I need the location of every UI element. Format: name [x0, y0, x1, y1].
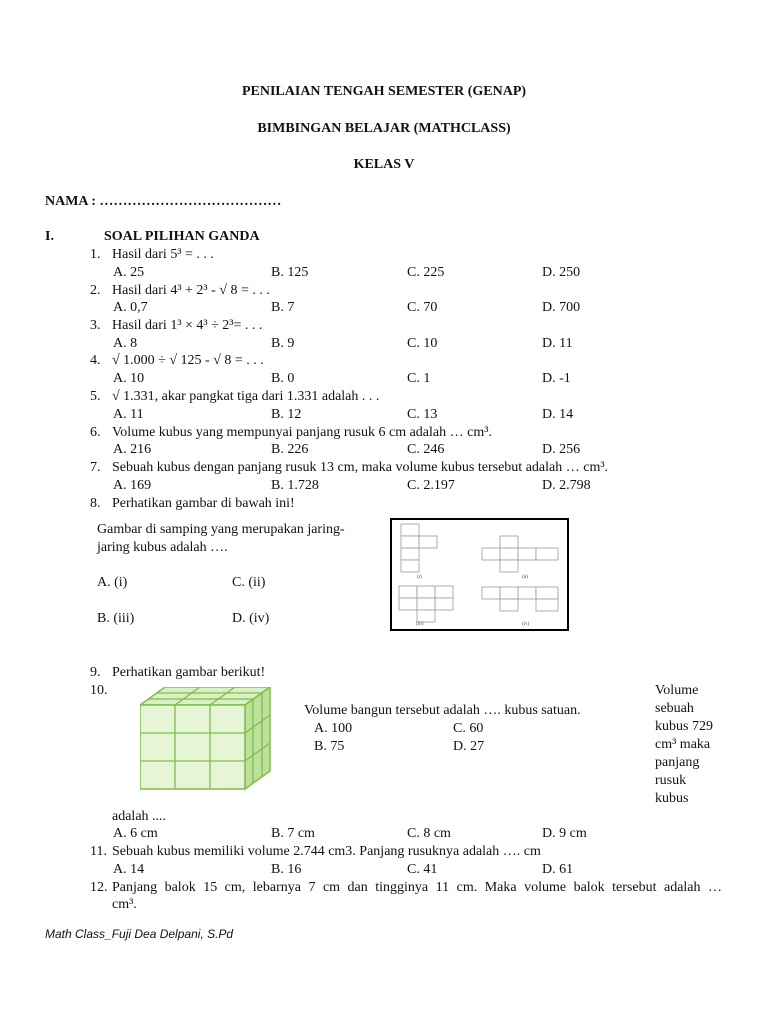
question-text: jaring kubus adalah ….	[97, 540, 228, 555]
option-d: D. (iv)	[232, 611, 270, 626]
question-text: Volume kubus yang mempunyai panjang rusuk 6 cm adalah … cm³.	[112, 425, 492, 440]
net-label-iii: (iii)	[416, 622, 424, 627]
question-number: 12.	[90, 880, 108, 895]
option-c: C. (ii)	[232, 575, 266, 590]
question-text: Hasil dari 5³ = . . .	[112, 247, 214, 262]
question-text: kubus 729	[655, 719, 713, 734]
question-number: 1.	[90, 247, 101, 262]
net-label-ii: (ii)	[522, 575, 529, 580]
option-a: A. 216	[113, 442, 152, 457]
question-text: Perhatikan gambar di bawah ini!	[112, 496, 295, 511]
question-text: Gambar di samping yang merupakan jaring-	[97, 522, 345, 537]
option-b: B. 7	[271, 300, 295, 315]
option-c: C. 41	[407, 862, 438, 877]
question-number: 7.	[90, 460, 101, 475]
question-number: 8.	[90, 496, 101, 511]
question-text: sebuah	[655, 701, 694, 716]
question-text: rusuk	[655, 773, 687, 788]
option-c: C. 1	[407, 371, 431, 386]
option-d: D. 11	[542, 336, 573, 351]
section-title: SOAL PILIHAN GANDA	[104, 229, 260, 244]
question-text: Hasil dari 1³ × 4³ ÷ 2³= . . .	[112, 318, 263, 333]
question-text: panjang	[655, 755, 700, 770]
question-text: Perhatikan gambar berikut!	[112, 665, 266, 680]
option-c: C. 70	[407, 300, 438, 315]
question-text: cm³ maka	[655, 737, 711, 752]
question-number: 6.	[90, 425, 101, 440]
net-label-iv: (iv)	[522, 622, 530, 627]
header-title: PENILAIAN TENGAH SEMESTER (GENAP)	[241, 84, 527, 99]
option-a: A. 100	[314, 721, 353, 736]
question-text: adalah ....	[112, 809, 167, 824]
question-text: kubus	[655, 791, 689, 806]
option-b: B. 9	[271, 336, 295, 351]
option-a: A. 6 cm	[113, 826, 158, 841]
option-d: D. 9 cm	[542, 826, 587, 841]
question-text: Volume bangun tersebut adalah …. kubus satuan.	[304, 703, 581, 718]
question-text: √ 1.000 ÷ √ 125 - √ 8 = . . .	[112, 353, 264, 368]
option-a: A. 10	[113, 371, 145, 386]
option-a: A. 25	[113, 265, 145, 280]
option-d: D. 14	[542, 407, 574, 422]
option-c: C. 2.197	[407, 478, 455, 493]
question-number: 2.	[90, 283, 101, 298]
option-b: B. 1.728	[271, 478, 319, 493]
option-d: D. 256	[542, 442, 581, 457]
option-b: B. 12	[271, 407, 302, 422]
question-number: 3.	[90, 318, 101, 333]
option-a: A. 0,7	[113, 300, 148, 315]
option-c: C. 13	[407, 407, 438, 422]
option-c: C. 225	[407, 265, 445, 280]
option-b: B. 226	[271, 442, 309, 457]
option-a: A. (i)	[97, 575, 128, 590]
option-d: D. 700	[542, 300, 581, 315]
option-d: D. 250	[542, 265, 581, 280]
option-a: A. 11	[113, 407, 144, 422]
option-c: C. 10	[407, 336, 438, 351]
option-d: D. -1	[542, 371, 571, 386]
option-b: B. (iii)	[97, 611, 135, 626]
net-label-i: (i)	[417, 575, 422, 580]
option-b: B. 75	[314, 739, 345, 754]
header-subtitle: BIMBINGAN BELAJAR (MATHCLASS)	[257, 121, 511, 136]
question-number: 5.	[90, 389, 101, 404]
footer-author: Math Class_Fuji Dea Delpani, S.Pd	[45, 927, 234, 941]
option-c: C. 60	[453, 721, 484, 736]
question-text: Sebuah kubus dengan panjang rusuk 13 cm, maka volume kubus tersebut adalah … cm³.	[112, 460, 609, 475]
option-c: C. 246	[407, 442, 445, 457]
section-number: I.	[45, 229, 54, 244]
option-b: B. 0	[271, 371, 295, 386]
option-a: A. 8	[113, 336, 138, 351]
header-class: KELAS V	[353, 157, 415, 172]
question-number: 9.	[90, 665, 101, 680]
unit-cubes-figure	[140, 687, 272, 792]
name-field-label: NAMA : …………………………………	[45, 194, 282, 209]
question-number: 10.	[90, 683, 108, 698]
option-b: B. 16	[271, 862, 302, 877]
option-c: C. 8 cm	[407, 826, 451, 841]
question-text: cm³.	[112, 897, 137, 912]
question-text: Hasil dari 4³ + 2³ - √ 8 = . . .	[112, 283, 270, 298]
question-text: Sebuah kubus memiliki volume 2.744 cm3. Panjang rusuknya adalah …. cm	[112, 844, 541, 859]
cube-nets-figure	[390, 518, 569, 631]
question-text: √ 1.331, akar pangkat tiga dari 1.331 adalah . . .	[112, 389, 380, 404]
option-d: D. 2.798	[542, 478, 591, 493]
option-a: A. 169	[113, 478, 152, 493]
question-text: Panjang balok 15 cm, lebarnya 7 cm dan tingginya 11 cm. Maka volume balok tersebut adalah …	[112, 880, 722, 895]
option-b: B. 125	[271, 265, 309, 280]
option-d: D. 61	[542, 862, 574, 877]
option-d: D. 27	[453, 739, 485, 754]
question-text: Volume	[655, 683, 699, 698]
question-number: 11.	[90, 844, 107, 859]
question-number: 4.	[90, 353, 101, 368]
option-a: A. 14	[113, 862, 145, 877]
option-b: B. 7 cm	[271, 826, 315, 841]
